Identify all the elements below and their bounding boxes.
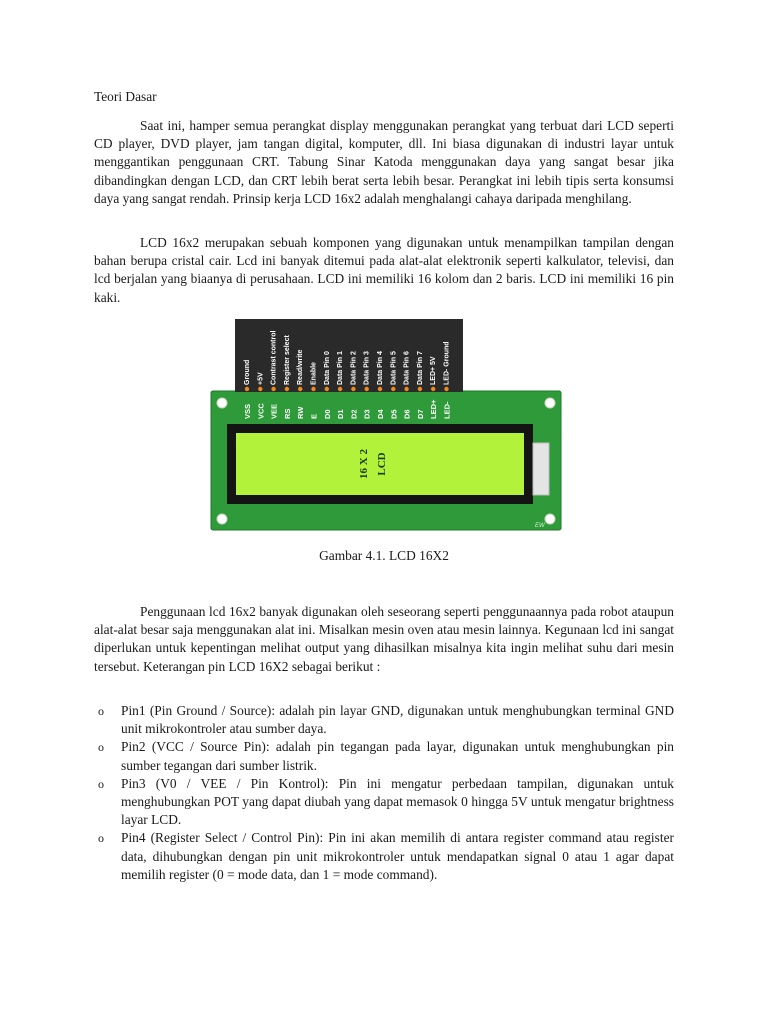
pin-code-label: RW <box>296 406 306 419</box>
pin-function-label: Read/write <box>297 349 305 385</box>
pin-description-list <box>94 702 674 884</box>
pin-code-label: D7 <box>415 409 425 419</box>
pin-code-label: LED+ <box>429 399 439 419</box>
pin-dot <box>378 387 382 391</box>
bullet-marker: o <box>98 704 104 718</box>
pin-code-label: D6 <box>402 409 412 419</box>
pin-code-label: E <box>309 413 319 419</box>
pin-function-label: Data Pin 4 <box>377 351 384 385</box>
pin-dot <box>285 387 289 391</box>
bullet-marker: o <box>98 776 104 791</box>
paragraph-intro: Saat ini, hamper semua perangkat display menggunakan perangkat yang terbuat dari LCD seperti CD player, DVD player, jam tangan digital, komputer, dll. Ini biasa digunakan di industri layar untuk menggantikan penggunaan CRT. Tabung Sinar Katoda menggunakan daya yang sangat besar jika dibandingkan dengan LCD, dan CRT lebih berat serta lebih besar. Perangkat ini lebih tipis serta konsumsi daya yang sangat rendah. Prinsip kerja LCD 16x2 adalah menghalangi cahaya daripada menghilang. <box>94 118 674 206</box>
mounting-hole-bottom-right <box>545 514 555 524</box>
pin-function-label: LED+ 5V <box>430 356 438 385</box>
list-item <box>94 702 674 738</box>
corner-mark-label: EW <box>535 523 545 529</box>
pin-code-label: D0 <box>322 409 332 419</box>
pin-function-label: Data Pin 6 <box>403 351 411 385</box>
pin-code-label: D5 <box>389 409 399 419</box>
list-item <box>94 738 674 774</box>
list-item-text: Pin3 (V0 / VEE / Pin Kontrol): Pin ini mengatur perbedaan tampilan, digunakan untuk menghubungkan POT yang dapat diubah yang dapat memasok 0 hingga 5V untuk mengatur brightness layar LCD. <box>121 775 674 828</box>
pin-dot <box>365 387 369 391</box>
pin-function-label: +5V <box>257 372 265 385</box>
pin-dot <box>258 387 262 391</box>
pin-code-label: D1 <box>336 409 346 419</box>
pin-code-label: D3 <box>362 409 372 419</box>
list-item-text: Pin1 (Pin Ground / Source): adalah pin layar GND, digunakan untuk menghubungkan terminal GND unit mikrokontroler atau sumber daya. <box>121 703 674 737</box>
paragraph-usage: Penggunaan lcd 16x2 banyak digunakan oleh seseorang seperti penggunaannya pada robot ataupun alat-alat besar saja menggunakan alat ini. Misalkan mesin oven atau mesin lainnya. Kegunaan lcd ini sangat diperlukan untuk kepentingan melihat output yang dihasilkan misalnya kita ingin melihat suhu dari mesin tersebut. Keterangan pin LCD 16X2 sebagai berikut : <box>94 604 674 674</box>
mounting-hole-top-left <box>217 398 227 408</box>
pin-code-label: D2 <box>349 409 359 419</box>
pin-function-label: Register select <box>283 335 291 385</box>
pin-dot <box>298 387 302 391</box>
pin-function-label: Enable <box>310 362 318 385</box>
pin-dot <box>271 387 275 391</box>
pin-function-label: Data Pin 3 <box>363 351 371 385</box>
pin-dot <box>444 387 448 391</box>
pin-code-label: D4 <box>376 409 385 419</box>
pin-code-label: VSS <box>243 403 252 419</box>
pin-dot <box>351 387 355 391</box>
pin-code-label: RS <box>282 408 292 419</box>
pin-function-label: Data Pin 1 <box>337 351 345 385</box>
paragraph-lcd-description: LCD 16x2 merupakan sebuah komponen yang digunakan untuk menampilkan tampilan dengan bahan berupa cristal cair. Lcd ini banyak ditemui pada alat-alat elektronik seperti kalkulator, televisi, dan lcd berjalan yang biaanya di perusahaan. LCD ini memiliki 16 kolom dan 2 baris. LCD ini memiliki 16 pin kaki. <box>94 235 674 305</box>
lcd-backlight-edge <box>533 443 549 495</box>
mounting-hole-bottom-left <box>217 514 227 524</box>
lcd-16x2-image <box>205 319 565 532</box>
pin-function-label: LED- Ground <box>443 341 451 385</box>
pin-dot <box>245 387 249 391</box>
pin-function-label: Contrast control <box>270 330 278 385</box>
list-item <box>94 775 674 830</box>
lcd-figure <box>205 319 565 532</box>
list-item-text: Pin2 (VCC / Source Pin): adalah pin tegangan pada layar, digunakan untuk menghubungkan pin sumber tegangan dari sumber listrik. <box>121 739 674 773</box>
pin-dot <box>404 387 408 391</box>
list-item-text: Pin4 (Register Select / Control Pin): Pin ini akan memilih di antara register command atau register data, dihubungkan dengan pin unit mikrokontroler untuk mendapatkan signal 0 atau 1 agar dapat memilih register (0 = mode data, dan 1 = mode command). <box>121 830 674 882</box>
pin-function-label: Data Pin 0 <box>323 351 331 385</box>
bullet-marker: o <box>98 831 104 846</box>
pin-dot <box>431 387 435 391</box>
pin-dot <box>418 387 422 391</box>
pin-dot <box>311 387 315 391</box>
pin-function-label: Data Pin 7 <box>416 351 424 385</box>
screen-label-line1: 16 X 2 <box>358 449 370 479</box>
pin-code-label: VEE <box>269 403 279 419</box>
bullet-marker: o <box>98 740 104 755</box>
mounting-hole-top-right <box>545 398 555 408</box>
pin-dot <box>391 387 395 391</box>
pin-dot <box>338 387 342 391</box>
pin-dot <box>325 387 329 391</box>
pin-code-label: VCC <box>256 403 266 419</box>
screen-label-line2: LCD <box>376 452 388 476</box>
list-item <box>94 829 674 884</box>
pin-function-label: Data Pin 5 <box>390 351 398 385</box>
pin-code-label: LED- <box>442 401 452 419</box>
pin-function-label: Ground <box>244 359 251 385</box>
pin-function-label: Data Pin 2 <box>350 351 358 385</box>
figure-caption: Gambar 4.1. LCD 16X2 <box>319 548 449 563</box>
pin-label-band <box>235 319 463 392</box>
section-heading: Teori Dasar <box>94 89 157 104</box>
